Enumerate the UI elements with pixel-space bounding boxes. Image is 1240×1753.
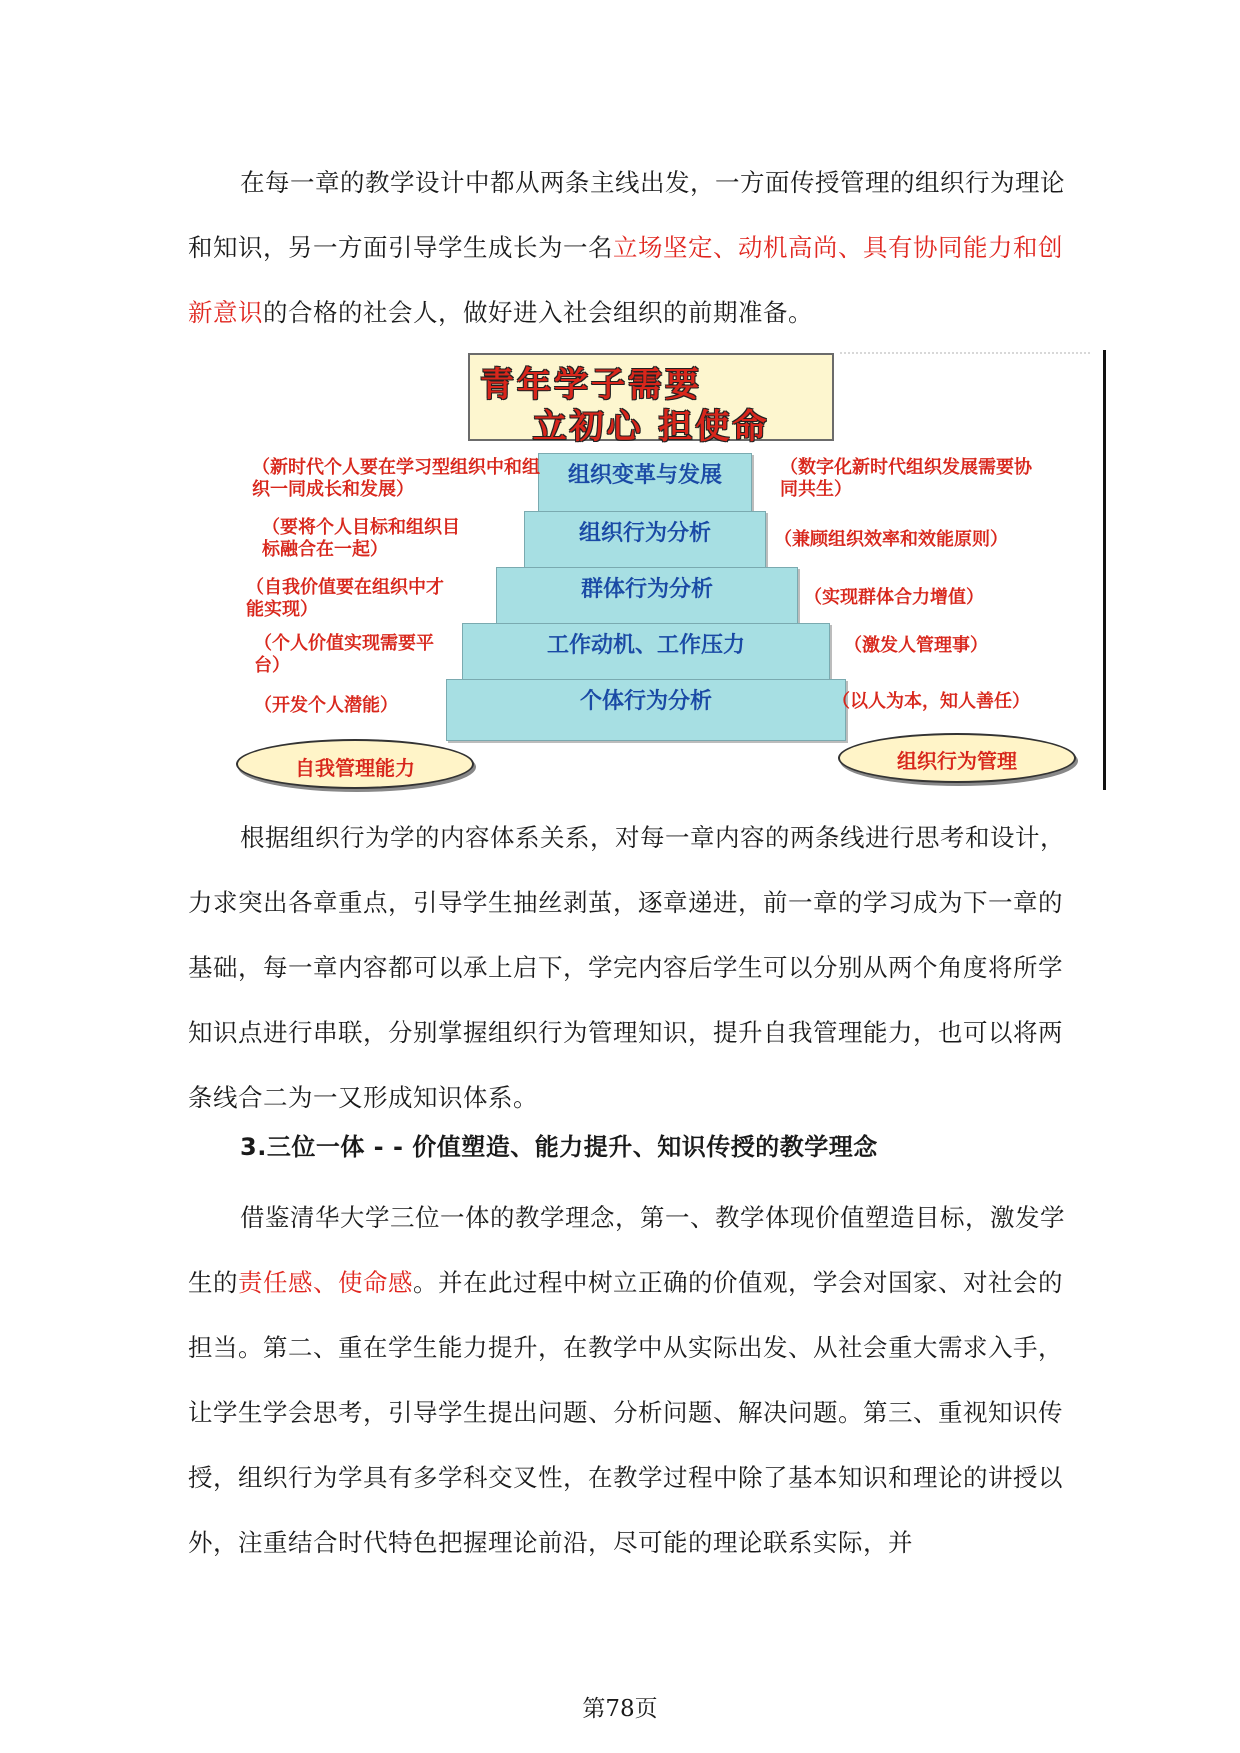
pyramid-figure	[228, 345, 1104, 795]
right-oval-label: 组织行为管理	[897, 749, 1017, 773]
pyramid-step-2	[524, 511, 766, 569]
paragraph-content-system-text: 根据组织行为学的内容体系关系，对每一章内容的两条线进行思考和设计，力求突出各章重点，引导学生抽丝剥茧，逐章递进，前一章的学习成为下一章的基础，每一章内容都可以承上启下，学完内容后学生可以分别从两个角度将所学知识点进行串联，分别掌握组织行为管理知识，提升自我管理能力，也可以将两条线合二为一又形成知识体系。	[188, 823, 1065, 1112]
figure-title-line2: 立初心 担使命	[532, 407, 770, 447]
right-note-4: （激发人管理事）	[844, 635, 988, 656]
pyramid-step-5	[446, 679, 846, 741]
paragraph-intro-highlight: 立场坚定、动机高尚、具有协同能力和创新意识	[188, 233, 1063, 327]
section-heading: 3.三位一体 - - 价值塑造、能力提升、知识传授的教学理念	[240, 1133, 878, 1161]
figure-title-box	[468, 353, 834, 447]
right-note-1: （数字化新时代组织发展需要协同共生）	[780, 457, 1032, 500]
right-note-3: （实现群体合力增值）	[804, 587, 984, 608]
pyramid-step-4-label: 工作动机、工作压力	[546, 633, 745, 658]
left-note-2: （要将个人目标和组织目标融合在一起）	[262, 517, 460, 560]
left-oval-label: 自我管理能力	[295, 756, 415, 780]
paragraph-trinity-highlight: 责任感、使命感	[238, 1268, 413, 1297]
paragraph-trinity-text: 借鉴清华大学三位一体的教学理念，第一、教学体现价值塑造目标，激发学生的	[188, 1203, 1065, 1297]
pyramid-step-3-label: 群体行为分析	[580, 577, 713, 602]
paragraph-intro-tail: 的合格的社会人，做好进入社会组织的前期准备。	[263, 298, 813, 327]
left-note-3: （自我价值要在组织中才能实现）	[246, 577, 444, 620]
left-oval	[236, 739, 474, 789]
page-number: 第78页	[582, 1696, 658, 1722]
paragraph-intro-text: 在每一章的教学设计中都从两条主线出发，一方面传授管理的组织行为理论和知识，另一方面引导学生成长为一名	[188, 168, 1065, 262]
pyramid-step-3	[496, 567, 798, 625]
paragraph-trinity-tail: 。并在此过程中树立正确的价值观，学会对国家、对社会的担当。第二、重在学生能力提升，在教学中从实际出发、从社会重大需求入手，让学生学会思考，引导学生提出问题、分析问题、解决问题。第三、重视知识传授，组织行为学具有多学科交叉性，在教学过程中除了基本知识和理论的讲授以外，注重结合时代特色把握理论前沿，尽可能的理论联系实际，并	[188, 1268, 1063, 1557]
figure-title-line1: 青年学子需要	[480, 365, 702, 405]
pyramid-step-2-label: 组织行为分析	[578, 521, 711, 546]
left-note-1: （新时代个人要在学习型组织中和组织一同成长和发展）	[252, 457, 540, 500]
pyramid-step-1-label: 组织变革与发展	[567, 463, 722, 488]
left-note-5: （开发个人潜能）	[254, 695, 398, 716]
paragraph-trinity	[188, 1185, 1068, 1575]
paragraph-intro	[188, 150, 1068, 345]
pyramid-step-4	[462, 623, 830, 681]
pyramid-step-5-label: 个体行为分析	[579, 689, 712, 714]
right-oval	[838, 733, 1076, 783]
right-note-2: （兼顾组织效率和效能原则）	[774, 529, 1008, 550]
left-note-4: （个人价值实现需要平台）	[254, 633, 434, 676]
pyramid-step-1	[538, 453, 752, 513]
paragraph-content-system	[188, 805, 1068, 1130]
right-note-5: （以人为本，知人善任）	[832, 691, 1030, 712]
